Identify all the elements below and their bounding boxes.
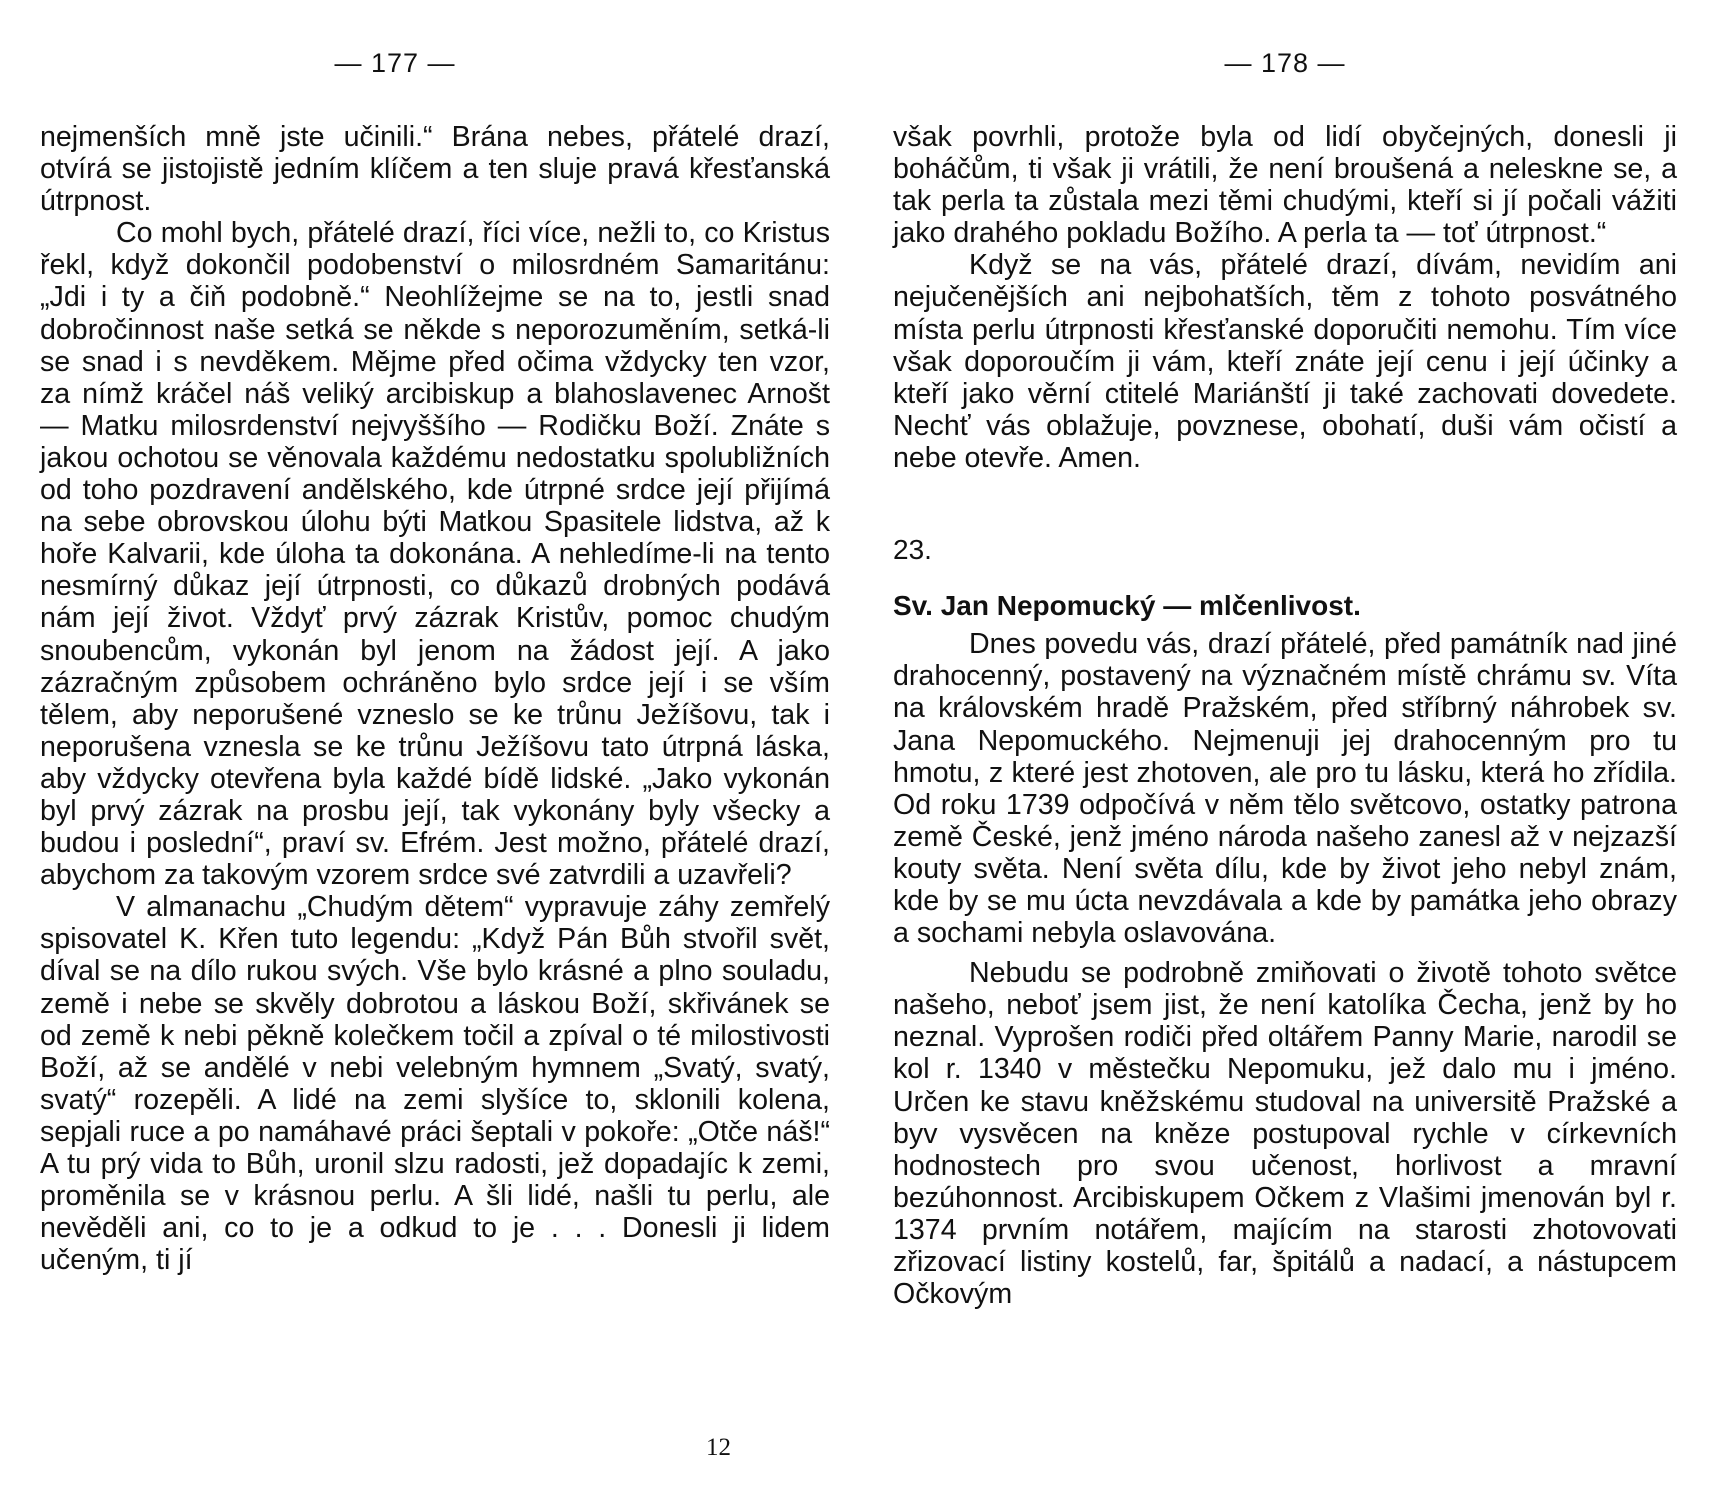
right-page xyxy=(893,0,1677,1500)
section-number: 23. xyxy=(893,534,932,566)
signature-mark: 12 xyxy=(706,1434,731,1461)
paragraph: Dnes povedu vás, drazí přátelé, před památník nad jiné drahocenný, postavený na význačném místě chrámu sv. Víta na královském hradě Pražském, před stříbrný náhrobek sv. Jana Nepomuckého. Nejmenuji jej drahocenným pro tu hmotu, z které jest zhotoven, ale pro tu lásku, která ho zřídila. Od roku 1739 odpočívá v něm tělo světcovo, ostatky patrona země České, jenž jméno národa našeho zanesl až v nejzazší kouty světa. Není světa dílu, kde by život jeho nebyl znám, kde by se mu úcta nevzdávala a kde by památka jeho obrazy a sochami nebyla oslavována. xyxy=(893,628,1677,950)
left-page-text xyxy=(40,121,830,1276)
paragraph: Když se na vás, přátelé drazí, dívám, nevidím ani nejučenějších ani nejbohatších, těm z tohoto posvátného místa perlu útrpnosti křesťanské doporučiti nemohu. Tím více však doporoučím ji vám, kteří znáte její cenu i její účinky a kteří jako věrní ctitelé Mariánští ji také zachovati dovedete. Nechť vás oblažuje, povznese, obohatí, duši vám očistí a nebe otevře. Amen. xyxy=(893,249,1677,474)
paragraph: však povrhli, protože byla od lidí obyčejných, donesli ji boháčům, ti však ji vrátili, že není broušená a neleskne se, a tak perla ta zůstala mezi těmi chudými, kteří si jí počali vážiti jako drahého pokladu Božího. A perla ta — toť útrpnost.“ xyxy=(893,121,1677,250)
left-page xyxy=(40,0,830,1500)
right-page-text xyxy=(893,121,1677,1310)
paragraph: V almanachu „Chudým dětem“ vypravuje záhy zemřelý spisovatel K. Křen tuto legendu: „Když Pán Bůh stvořil svět, díval se na dílo rukou svých. Vše bylo krásné a plno souladu, země i nebe se skvěly dobrotou a láskou Boží, skřivánek se od země k nebi pěkně kolečkem točil a zpíval o té milostivosti Boží, až se andělé v nebi velebným hymnem „Svatý, svatý, svatý“ rozepěli. A lidé na zemi slyšíce to, sklonili kolena, sepjali ruce a po namáhavé práci šeptali v pokoře: „Otče náš!“ A tu prý vida to Bůh, uronil slzu radosti, jež dopadajíc k zemi, proměnila se v krásnou perlu. A šli lidé, našli tu perlu, ale nevěděli ani, co to je a odkud to je . . . Donesli ji lidem učeným, ti jí xyxy=(40,891,830,1277)
paragraph: nejmenších mně jste učinili.“ Brána nebes, přátelé drazí, otvírá se jistojistě jedním klíčem a ten sluje pravá křesťanská útrpnost. xyxy=(40,121,830,218)
paragraph: Co mohl bych, přátelé drazí, říci více, nežli to, co Kristus řekl, když dokončil podobenství o milosrdném Samaritánu: „Jdi i ty a čiň podobně.“ Neohlížejme se na to, jestli snad dobročinnost naše setká se někde s neporozuměním, setká-li se snad i s nevděkem. Mějme před očima vždycky ten vzor, za nímž kráčel náš veliký arcibiskup a blahoslavenec Arnošt — Matku milosrdenství nejvyššího — Rodičku Boží. Znáte s jakou ochotou se věnovala každému nedostatku spolubližních od toho pozdravení andělského, kde útrpné srdce její přijímá na sebe obrovskou úlohu býti Matkou Spasitele lidstva, až k hoře Kalvarii, kde úloha ta dokonána. A nehledíme-li na tento nesmírný důkaz její útrpnosti, co důkazů drobných podává nám její život. Vždyť prvý zázrak Kristův, pomoc chudým snoubencům, vykonán byl jenom na žádost její. A jako zázračným způsobem ochráněno bylo srdce její i se vším tělem, aby neporušené vzneslo se ke trůnu Ježíšovu, tak i neporušena vznesla se ke trůnu Ježíšovu tato útrpná láska, aby vždycky otevřena byla každé bídě lidské. „Jako vykonán byl prvý zázrak na prosbu její, tak vykonány byly všecky a budou i poslední“, praví sv. Efrém. Jest možno, přátelé drazí, abychom za takovým vzorem srdce své zatvrdili a uzavřeli? xyxy=(40,217,830,892)
page-number-right: — 178 — xyxy=(1224,48,1346,78)
page-number-left: — 177 — xyxy=(334,48,456,78)
section-title: Sv. Jan Nepomucký — mlčenlivost. xyxy=(893,590,1361,622)
paragraph: Nebudu se podrobně zmiňovati o životě tohoto světce našeho, neboť jsem jist, že není katolíka Čecha, jenž by ho neznal. Vyprošen rodiči před oltářem Panny Marie, narodil se kol r. 1340 v městečku Nepomuku, jež dalo mu i jméno. Určen ke stavu kněžskému studoval na universitě Pražské a byv vysvěcen na kněze postupoval rychle v církevních hodnostech pro svou učenost, horlivost a mravní bezúhonnost. Arcibiskupem Očkem z Vlašimi jmenován byl r. 1374 prvním notářem, majícím na starosti zhotovovati zřizovací listiny kostelů, far, špitálů a nadací, a nástupcem Očkovým xyxy=(893,957,1677,1311)
